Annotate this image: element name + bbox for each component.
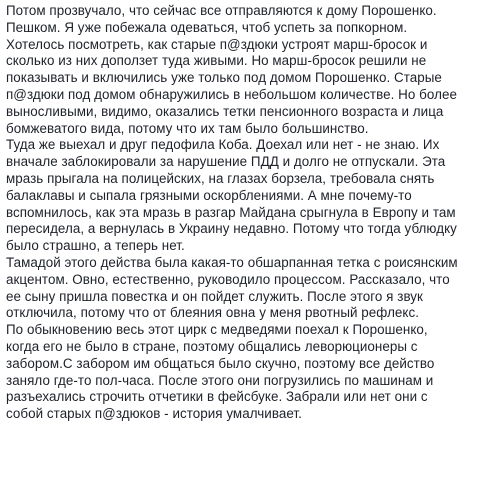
post-line: пересидела, а вернулась в Украину недавно. Потому что тогда ублюдку: [6, 221, 457, 237]
post-line: вначале заблокировали за нарушение ПДД и долго не отпускали. Эта: [6, 154, 446, 170]
post-line: было страшно, а теперь нет.: [6, 238, 185, 254]
post-line: разъехались строчить отчетики в фейсбуке. Забрали или нет они с: [6, 389, 428, 405]
post-line: п@здюки под домом обнаружились в небольшом количестве. Но более: [6, 86, 457, 102]
post-line: вспомнилось, как эта мразь в разгар Майдана срыгнула в Европу и там: [6, 204, 456, 220]
post-line: Тамадой этого действа была какая-то обшарпанная тетка с роисянским: [6, 254, 458, 270]
post-line: Хотелось посмотреть, как старые п@здюки устроят марш-бросок и: [6, 36, 428, 52]
post-line: заняло где-то пол-часа. После этого они погрузились по машинам и: [6, 372, 434, 388]
post-line: забором.С забором им общаться было скучно, поэтому все действо: [6, 355, 435, 371]
post-line: отключила, потому что от блеяния овна у меня рвотный рефлекс.: [6, 305, 420, 321]
post-line: мразь прыгала на полицейских, на глазах борзела, требовала снять: [6, 170, 435, 186]
post-line: Пешком. Я уже побежала одеваться, чтоб успеть за попкорном.: [6, 19, 408, 35]
post-line: Потом прозвучало, что сейчас все отправляются к дому Порошенко.: [6, 3, 437, 18]
post-line: Туда же выехал и друг педофила Коба. Доехал или нет - не знаю. Их: [6, 137, 440, 153]
post-line: По обыкновению весь этот цирк с медведями поехал к Порошенко,: [6, 322, 428, 338]
post-line: когда его не было в стране, поэтому общались леворюционеры с: [6, 338, 418, 354]
post-line: балаклавы и сыпала грязными оскорблениями. А мне почему-то: [6, 187, 412, 203]
post-line: выносливыми, видимо, оказались тетки пенсионного возраста и лица: [6, 103, 444, 119]
post-line: акцентом. Овно, естественно, руководило процессом. Рассказало, что: [6, 271, 450, 287]
post-line: ее сыну пришла повестка и он пойдет служить. После этого я звук: [6, 288, 423, 304]
post-line: бомжеватого вида, потому что их там было большинство.: [6, 120, 369, 136]
post-line: собой старых п@здюков - история умалчивает.: [6, 406, 302, 422]
post-line: показывать и включились уже только под домом Порошенко. Старые: [6, 70, 442, 86]
post-line: сколько из них доползет туда живыми. Но марш-бросок решили не: [6, 53, 427, 69]
